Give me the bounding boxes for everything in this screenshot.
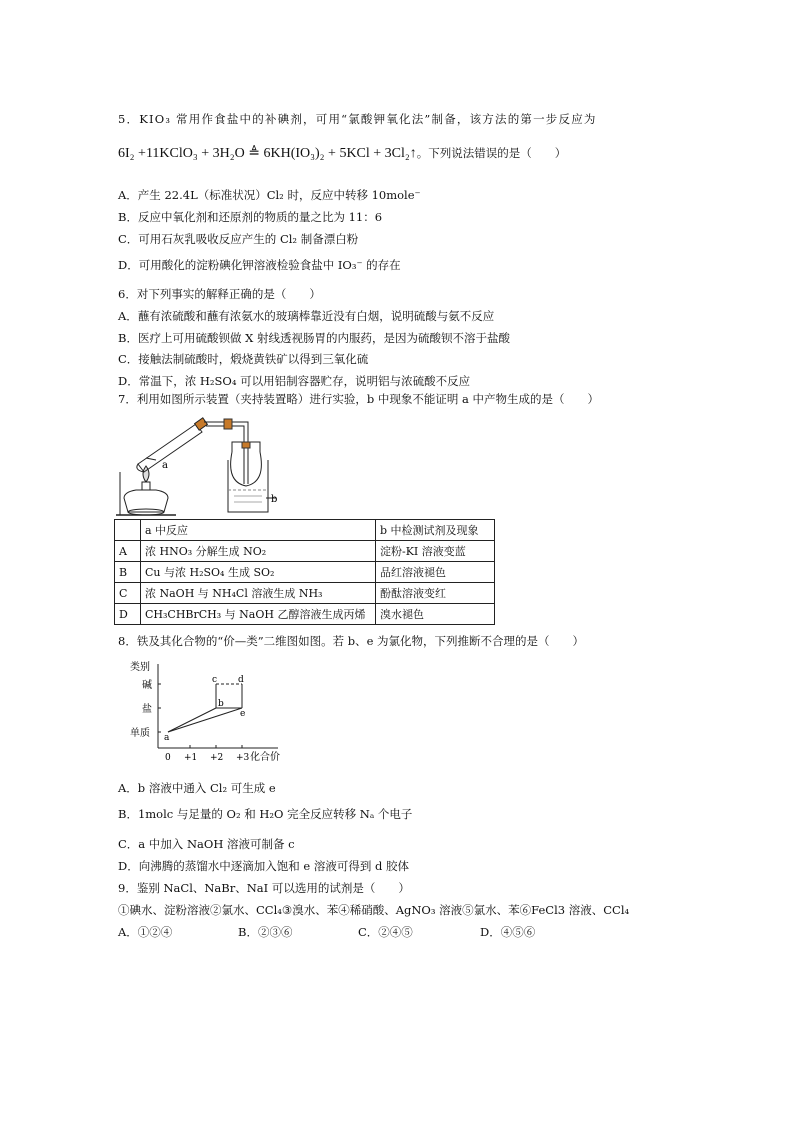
x-tick-label: +3 — [236, 753, 250, 763]
table-cell: 淀粉-KI 溶液变蓝 — [376, 541, 495, 562]
table-cell: a 中反应 — [141, 520, 376, 541]
q8-option-d: D．向沸腾的蒸馏水中逐滴加入饱和 e 溶液可得到 d 胶体 — [118, 859, 410, 873]
point-label: e — [240, 709, 246, 719]
q9-option-c: C．②④⑤ — [358, 925, 413, 939]
q9-option-a: A．①②④ — [118, 925, 173, 939]
table-row — [115, 562, 495, 583]
q8-valence-class-chart — [128, 658, 300, 764]
x-tick-label: +2 — [210, 753, 224, 763]
table-cell: A — [115, 541, 141, 562]
point-label: b — [218, 699, 224, 709]
table-row — [115, 583, 495, 604]
table-cell: 品红溶液褪色 — [376, 562, 495, 583]
q9-stem: 9．鉴别 NaCl、NaBr、NaI 可以选用的试剂是（ ） — [118, 881, 410, 895]
table-cell: 酚酞溶液变红 — [376, 583, 495, 604]
table-cell: 溴水褪色 — [376, 604, 495, 625]
table-cell: D — [115, 604, 141, 625]
y-tick-label: 盐 — [142, 704, 152, 715]
point-label: a — [164, 733, 170, 743]
table-row — [115, 541, 495, 562]
q8-option-b: B．1molc 与足量的 O₂ 和 H₂O 完全反应转移 Nₐ 个电子 — [118, 807, 413, 821]
q8-option-c: C．a 中加入 NaOH 溶液可制备 c — [118, 837, 295, 851]
q8-option-a: A．b 溶液中通入 Cl₂ 可生成 e — [118, 781, 276, 795]
q7-table — [114, 519, 495, 625]
table-cell: B — [115, 562, 141, 583]
q9-option-b: B．②③⑥ — [238, 925, 293, 939]
q5-equation-tail: 。下列说法错误的是（ ） — [416, 146, 567, 160]
q6-stem: 6．对下列事实的解释正确的是（ ） — [118, 287, 321, 301]
q9-option-d: D．④⑤⑥ — [480, 925, 536, 939]
table-cell — [115, 520, 141, 541]
point-label: d — [238, 675, 244, 685]
table-cell: b 中检测试剂及现象 — [376, 520, 495, 541]
label-b: b — [271, 494, 278, 505]
table-cell: 浓 NaOH 与 NH₄Cl 溶液生成 NH₃ — [141, 583, 376, 604]
q5-equation-line — [118, 145, 566, 162]
table-cell: CH₃CHBrCH₃ 与 NaOH 乙醇溶液生成丙烯 — [141, 604, 376, 625]
y-axis-label: 类别 — [130, 662, 150, 673]
q6-option-c: C．接触法制硫酸时，煅烧黄铁矿以得到三氧化硫 — [118, 352, 369, 366]
q5-option-a: A．产生 22.4L（标准状况）Cl₂ 时，反应中转移 10mole⁻ — [118, 188, 421, 202]
q5-stem: 5．KIO₃ 常用作食盐中的补碘剂，可用“氯酸钾氧化法”制备，该方法的第一步反应为 — [118, 112, 597, 126]
q6-option-d: D．常温下，浓 H₂SO₄ 可以用铝制容器贮存，说明铝与浓硫酸不反应 — [118, 374, 471, 388]
q6-option-b: B．医疗上可用硫酸钡做 X 射线透视肠胃的内服药，是因为硫酸钡不溶于盐酸 — [118, 331, 510, 345]
x-tick-label: 0 — [165, 753, 171, 763]
label-a: a — [162, 460, 168, 471]
q7-apparatus-figure — [116, 412, 286, 518]
q5-option-c: C．可用石灰乳吸收反应产生的 Cl₂ 制备漂白粉 — [118, 232, 359, 246]
point-label: c — [212, 675, 218, 685]
q6-option-a: A．蘸有浓硫酸和蘸有浓氨水的玻璃棒靠近没有白烟，说明硫酸与氨不反应 — [118, 309, 495, 323]
q5-option-b: B．反应中氧化剂和还原剂的物质的量之比为 11：6 — [118, 210, 383, 224]
y-tick-label: 单质 — [130, 728, 150, 739]
table-header-row — [115, 520, 495, 541]
x-axis-label: 化合价 — [250, 752, 280, 763]
table-cell: Cu 与浓 H₂SO₄ 生成 SO₂ — [141, 562, 376, 583]
q8-stem: 8．铁及其化合物的“价—类”二维图如图。若 b、e 为氯化物，下列推断不合理的是（ ） — [118, 634, 585, 648]
table-row — [115, 604, 495, 625]
q5-equation: 6I₂ +11KClO₃ + 3H₂O ≜ 6KH(IO₃)₂ + 5KCl + 3Cl₂↑ — [118, 146, 417, 161]
table-cell: 浓 HNO₃ 分解生成 NO₂ — [141, 541, 376, 562]
x-tick-label: +1 — [184, 753, 198, 763]
q7-stem: 7．利用如图所示装置（夹持装置略）进行实验，b 中现象不能证明 a 中产物生成的是（ ） — [118, 392, 599, 406]
q5-option-d: D．可用酸化的淀粉碘化钾溶液检验食盐中 IO₃⁻ 的存在 — [118, 258, 401, 272]
y-tick-label: 碱 — [142, 680, 152, 691]
q9-reagents: ①碘水、淀粉溶液②氯水、CCl₄③溴水、苯④稀硝酸、AgNO₃ 溶液⑤氯水、苯⑥FeCl3 溶液、CCl₄ — [118, 903, 630, 917]
table-cell: C — [115, 583, 141, 604]
